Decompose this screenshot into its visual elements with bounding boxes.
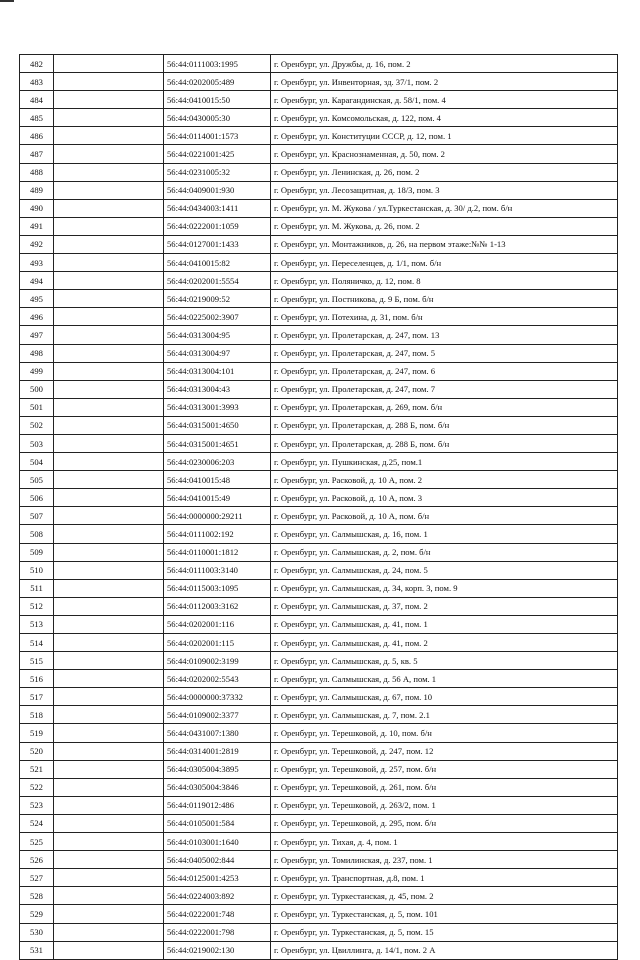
row-number-cell: 508 [20,525,54,543]
table-row [20,597,618,615]
address-cell: г. Оренбург, ул. Пролетарская, д. 269, пом. б/н [271,398,618,416]
cadastral-number-cell: 56:44:0111002:192 [164,525,271,543]
address-cell: г. Оренбург, ул. Туркестанская, д. 45, пом. 2 [271,887,618,905]
property-registry-table [19,54,618,960]
cadastral-number-cell: 56:44:0313004:95 [164,326,271,344]
row-number-cell: 505 [20,471,54,489]
row-number-cell: 486 [20,127,54,145]
row-number-cell: 503 [20,434,54,452]
table-row [20,453,618,471]
row-number-cell: 518 [20,706,54,724]
row-number-cell: 529 [20,905,54,923]
table-row [20,778,618,796]
table-row [20,814,618,832]
blank-cell [54,217,164,235]
cadastral-number-cell: 56:44:0313004:43 [164,380,271,398]
address-cell: г. Оренбург, ул. Карагандинская, д. 58/1, пом. 4 [271,91,618,109]
address-cell: г. Оренбург, ул. Краснознаменная, д. 50, пом. 2 [271,145,618,163]
row-number-cell: 522 [20,778,54,796]
cadastral-number-cell: 56:44:0222001:1059 [164,217,271,235]
cadastral-number-cell: 56:44:0115003:1095 [164,579,271,597]
blank-cell [54,796,164,814]
address-cell: г. Оренбург, ул. Монтажников, д. 26, на первом этаже:№№ 1-13 [271,235,618,253]
address-cell: г. Оренбург, ул. Терешковой, д. 257, пом. б/н [271,760,618,778]
row-number-cell: 495 [20,290,54,308]
table-row [20,91,618,109]
table-row [20,869,618,887]
cadastral-number-cell: 56:44:0219009:52 [164,290,271,308]
table-row [20,543,618,561]
blank-cell [54,272,164,290]
blank-cell [54,199,164,217]
cadastral-number-cell: 56:44:0105001:584 [164,814,271,832]
row-number-cell: 511 [20,579,54,597]
address-cell: г. Оренбург, ул. Пролетарская, д. 247, пом. 6 [271,362,618,380]
blank-cell [54,778,164,796]
address-cell: г. Оренбург, ул. Дружбы, д. 16, пом. 2 [271,55,618,73]
table-row [20,163,618,181]
blank-cell [54,615,164,633]
table-row [20,634,618,652]
row-number-cell: 521 [20,760,54,778]
cadastral-number-cell: 56:44:0222001:798 [164,923,271,941]
table-row [20,272,618,290]
blank-cell [54,163,164,181]
row-number-cell: 504 [20,453,54,471]
row-number-cell: 525 [20,833,54,851]
cadastral-number-cell: 56:44:0112003:3162 [164,597,271,615]
blank-cell [54,127,164,145]
address-cell: г. Оренбург, ул. Лесозащитная, д. 18/3, пом. 3 [271,181,618,199]
address-cell: г. Оренбург, ул. Терешковой, д. 295, пом. б/н [271,814,618,832]
row-number-cell: 493 [20,254,54,272]
blank-cell [54,344,164,362]
table-row [20,615,618,633]
address-cell: г. Оренбург, ул. Терешковой, д. 263/2, пом. 1 [271,796,618,814]
blank-cell [54,235,164,253]
blank-cell [54,688,164,706]
cadastral-number-cell: 56:44:0315001:4650 [164,416,271,434]
cadastral-number-cell: 56:44:0431007:1380 [164,724,271,742]
blank-cell [54,416,164,434]
cadastral-number-cell: 56:44:0111003:3140 [164,561,271,579]
address-cell: г. Оренбург, ул. Туркестанская, д. 5, пом. 101 [271,905,618,923]
address-cell: г. Оренбург, ул. Переселенцев, д. 1/1, пом. б/н [271,254,618,272]
blank-cell [54,905,164,923]
table-row [20,290,618,308]
address-cell: г. Оренбург, ул. Конституции СССР, д. 12, пом. 1 [271,127,618,145]
cadastral-number-cell: 56:44:0430005:30 [164,109,271,127]
blank-cell [54,73,164,91]
blank-cell [54,398,164,416]
blank-cell [54,362,164,380]
blank-cell [54,760,164,778]
table-row [20,489,618,507]
address-cell: г. Оренбург, ул. Салмышская, д. 2, пом. б/н [271,543,618,561]
row-number-cell: 494 [20,272,54,290]
row-number-cell: 509 [20,543,54,561]
cadastral-number-cell: 56:44:0224003:892 [164,887,271,905]
cadastral-number-cell: 56:44:0230006:203 [164,453,271,471]
table-row [20,579,618,597]
row-number-cell: 527 [20,869,54,887]
row-number-cell: 482 [20,55,54,73]
table-row [20,235,618,253]
table-row [20,833,618,851]
cadastral-number-cell: 56:44:0000000:29211 [164,507,271,525]
table-row [20,181,618,199]
row-number-cell: 496 [20,308,54,326]
address-cell: г. Оренбург, ул. Пушкинская, д.25, пом.1 [271,453,618,471]
blank-cell [54,941,164,959]
registry-table-body [20,55,618,960]
cadastral-number-cell: 56:44:0405002:844 [164,851,271,869]
address-cell: г. Оренбург, ул. Постникова, д. 9 Б, пом. б/н [271,290,618,308]
cadastral-number-cell: 56:44:0313004:101 [164,362,271,380]
blank-cell [54,145,164,163]
blank-cell [54,670,164,688]
blank-cell [54,471,164,489]
row-number-cell: 489 [20,181,54,199]
address-cell: г. Оренбург, ул. М. Жукова, д. 26, пом. 2 [271,217,618,235]
table-row [20,308,618,326]
table-row [20,688,618,706]
table-row [20,73,618,91]
address-cell: г. Оренбург, ул. Ленинская, д. 26, пом. 2 [271,163,618,181]
table-row [20,851,618,869]
row-number-cell: 514 [20,634,54,652]
address-cell: г. Оренбург, ул. Томилинская, д. 237, пом. 1 [271,851,618,869]
address-cell: г. Оренбург, ул. М. Жукова / ул.Туркестанская, д. 30/ д.2, пом. б/н [271,199,618,217]
row-number-cell: 498 [20,344,54,362]
row-number-cell: 487 [20,145,54,163]
table-row [20,941,618,959]
row-number-cell: 515 [20,652,54,670]
blank-cell [54,923,164,941]
blank-cell [54,634,164,652]
table-row [20,760,618,778]
row-number-cell: 501 [20,398,54,416]
blank-cell [54,814,164,832]
cadastral-number-cell: 56:44:0409001:930 [164,181,271,199]
cadastral-number-cell: 56:44:0202001:115 [164,634,271,652]
blank-cell [54,724,164,742]
address-cell: г. Оренбург, ул. Пролетарская, д. 247, пом. 13 [271,326,618,344]
table-row [20,127,618,145]
cadastral-number-cell: 56:44:0314001:2819 [164,742,271,760]
table-row [20,199,618,217]
row-number-cell: 528 [20,887,54,905]
cadastral-number-cell: 56:44:0119012:486 [164,796,271,814]
cadastral-number-cell: 56:44:0114001:1573 [164,127,271,145]
row-number-cell: 490 [20,199,54,217]
blank-cell [54,543,164,561]
table-row [20,380,618,398]
address-cell: г. Оренбург, ул. Транспортная, д.8, пом. 1 [271,869,618,887]
table-row [20,55,618,73]
address-cell: г. Оренбург, ул. Салмышская, д. 41, пом. 1 [271,615,618,633]
blank-cell [54,181,164,199]
table-row [20,398,618,416]
address-cell: г. Оренбург, ул. Пролетарская, д. 247, пом. 5 [271,344,618,362]
address-cell: г. Оренбург, ул. Салмышская, д. 41, пом. 2 [271,634,618,652]
blank-cell [54,869,164,887]
row-number-cell: 526 [20,851,54,869]
address-cell: г. Оренбург, ул. Поляничко, д. 12, пом. 8 [271,272,618,290]
cadastral-number-cell: 56:44:0315001:4651 [164,434,271,452]
table-row [20,471,618,489]
blank-cell [54,489,164,507]
cadastral-number-cell: 56:44:0222001:748 [164,905,271,923]
table-row [20,905,618,923]
cadastral-number-cell: 56:44:0202001:5554 [164,272,271,290]
table-row [20,742,618,760]
table-row [20,525,618,543]
address-cell: г. Оренбург, ул. Потехина, д. 31, пом. б/н [271,308,618,326]
row-number-cell: 506 [20,489,54,507]
cadastral-number-cell: 56:44:0125001:4253 [164,869,271,887]
blank-cell [54,597,164,615]
row-number-cell: 519 [20,724,54,742]
row-number-cell: 488 [20,163,54,181]
cadastral-number-cell: 56:44:0313004:97 [164,344,271,362]
address-cell: г. Оренбург, ул. Расковой, д. 10 А, пом. 3 [271,489,618,507]
blank-cell [54,326,164,344]
blank-cell [54,109,164,127]
table-row [20,887,618,905]
blank-cell [54,254,164,272]
table-row [20,326,618,344]
cadastral-number-cell: 56:44:0202001:116 [164,615,271,633]
blank-cell [54,887,164,905]
cadastral-number-cell: 56:44:0305004:3846 [164,778,271,796]
address-cell: г. Оренбург, ул. Терешковой, д. 247, пом. 12 [271,742,618,760]
address-cell: г. Оренбург, ул. Инвенторная, зд. 37/1, пом. 2 [271,73,618,91]
address-cell: г. Оренбург, ул. Терешковой, д. 261, пом. б/н [271,778,618,796]
cadastral-number-cell: 56:44:0111003:1995 [164,55,271,73]
cadastral-number-cell: 56:44:0202005:489 [164,73,271,91]
cadastral-number-cell: 56:44:0231005:32 [164,163,271,181]
row-number-cell: 499 [20,362,54,380]
row-number-cell: 500 [20,380,54,398]
blank-cell [54,833,164,851]
address-cell: г. Оренбург, ул. Туркестанская, д. 5, пом. 15 [271,923,618,941]
table-row [20,796,618,814]
cadastral-number-cell: 56:44:0305004:3895 [164,760,271,778]
cadastral-number-cell: 56:44:0127001:1433 [164,235,271,253]
address-cell: г. Оренбург, ул. Расковой, д. 10 А, пом. 2 [271,471,618,489]
row-number-cell: 507 [20,507,54,525]
cadastral-number-cell: 56:44:0103001:1640 [164,833,271,851]
table-row [20,670,618,688]
blank-cell [54,706,164,724]
table-row [20,724,618,742]
address-cell: г. Оренбург, ул. Салмышская, д. 34, корп. 3, пом. 9 [271,579,618,597]
table-row [20,561,618,579]
page-corner-mark [0,0,14,2]
address-cell: г. Оренбург, ул. Салмышская, д. 5, кв. 5 [271,652,618,670]
cadastral-number-cell: 56:44:0410015:82 [164,254,271,272]
address-cell: г. Оренбург, ул. Комсомольская, д. 122, пом. 4 [271,109,618,127]
blank-cell [54,507,164,525]
address-cell: г. Оренбург, ул. Салмышская, д. 24, пом. 5 [271,561,618,579]
row-number-cell: 523 [20,796,54,814]
table-row [20,362,618,380]
cadastral-number-cell: 56:44:0202002:5543 [164,670,271,688]
address-cell: г. Оренбург, ул. Терешковой, д. 10, пом. б/н [271,724,618,742]
row-number-cell: 483 [20,73,54,91]
address-cell: г. Оренбург, ул. Расковой, д. 10 А, пом. б/н [271,507,618,525]
blank-cell [54,652,164,670]
row-number-cell: 531 [20,941,54,959]
table-row [20,254,618,272]
table-row [20,217,618,235]
row-number-cell: 492 [20,235,54,253]
cadastral-number-cell: 56:44:0410015:49 [164,489,271,507]
row-number-cell: 513 [20,615,54,633]
row-number-cell: 497 [20,326,54,344]
row-number-cell: 517 [20,688,54,706]
table-row [20,652,618,670]
cadastral-number-cell: 56:44:0109002:3199 [164,652,271,670]
blank-cell [54,851,164,869]
row-number-cell: 524 [20,814,54,832]
blank-cell [54,742,164,760]
blank-cell [54,561,164,579]
address-cell: г. Оренбург, ул. Салмышская, д. 67, пом. 10 [271,688,618,706]
row-number-cell: 520 [20,742,54,760]
row-number-cell: 530 [20,923,54,941]
cadastral-number-cell: 56:44:0313001:3993 [164,398,271,416]
cadastral-number-cell: 56:44:0434003:1411 [164,199,271,217]
table-row [20,706,618,724]
address-cell: г. Оренбург, ул. Пролетарская, д. 288 Б, пом. б/н [271,434,618,452]
address-cell: г. Оренбург, ул. Салмышская, д. 56 А, пом. 1 [271,670,618,688]
address-cell: г. Оренбург, ул. Салмышская, д. 37, пом. 2 [271,597,618,615]
address-cell: г. Оренбург, ул. Салмышская, д. 16, пом. 1 [271,525,618,543]
row-number-cell: 485 [20,109,54,127]
blank-cell [54,579,164,597]
cadastral-number-cell: 56:44:0110001:1812 [164,543,271,561]
cadastral-number-cell: 56:44:0109002:3377 [164,706,271,724]
cadastral-number-cell: 56:44:0219002:130 [164,941,271,959]
cadastral-number-cell: 56:44:0410015:48 [164,471,271,489]
table-row [20,145,618,163]
address-cell: г. Оренбург, ул. Пролетарская, д. 288 Б, пом. б/н [271,416,618,434]
table-row [20,923,618,941]
table-row [20,344,618,362]
cadastral-number-cell: 56:44:0221001:425 [164,145,271,163]
table-row [20,109,618,127]
address-cell: г. Оренбург, ул. Тихая, д. 4, пом. 1 [271,833,618,851]
blank-cell [54,308,164,326]
row-number-cell: 491 [20,217,54,235]
row-number-cell: 484 [20,91,54,109]
table-row [20,416,618,434]
blank-cell [54,525,164,543]
blank-cell [54,290,164,308]
cadastral-number-cell: 56:44:0410015:50 [164,91,271,109]
address-cell: г. Оренбург, ул. Цвиллинга, д. 14/1, пом. 2 А [271,941,618,959]
address-cell: г. Оренбург, ул. Салмышская, д. 7, пом. 2.1 [271,706,618,724]
row-number-cell: 510 [20,561,54,579]
cadastral-number-cell: 56:44:0000000:37332 [164,688,271,706]
blank-cell [54,453,164,471]
row-number-cell: 516 [20,670,54,688]
address-cell: г. Оренбург, ул. Пролетарская, д. 247, пом. 7 [271,380,618,398]
row-number-cell: 502 [20,416,54,434]
table-row [20,507,618,525]
table-row [20,434,618,452]
blank-cell [54,434,164,452]
blank-cell [54,91,164,109]
blank-cell [54,55,164,73]
blank-cell [54,380,164,398]
row-number-cell: 512 [20,597,54,615]
cadastral-number-cell: 56:44:0225002:3907 [164,308,271,326]
